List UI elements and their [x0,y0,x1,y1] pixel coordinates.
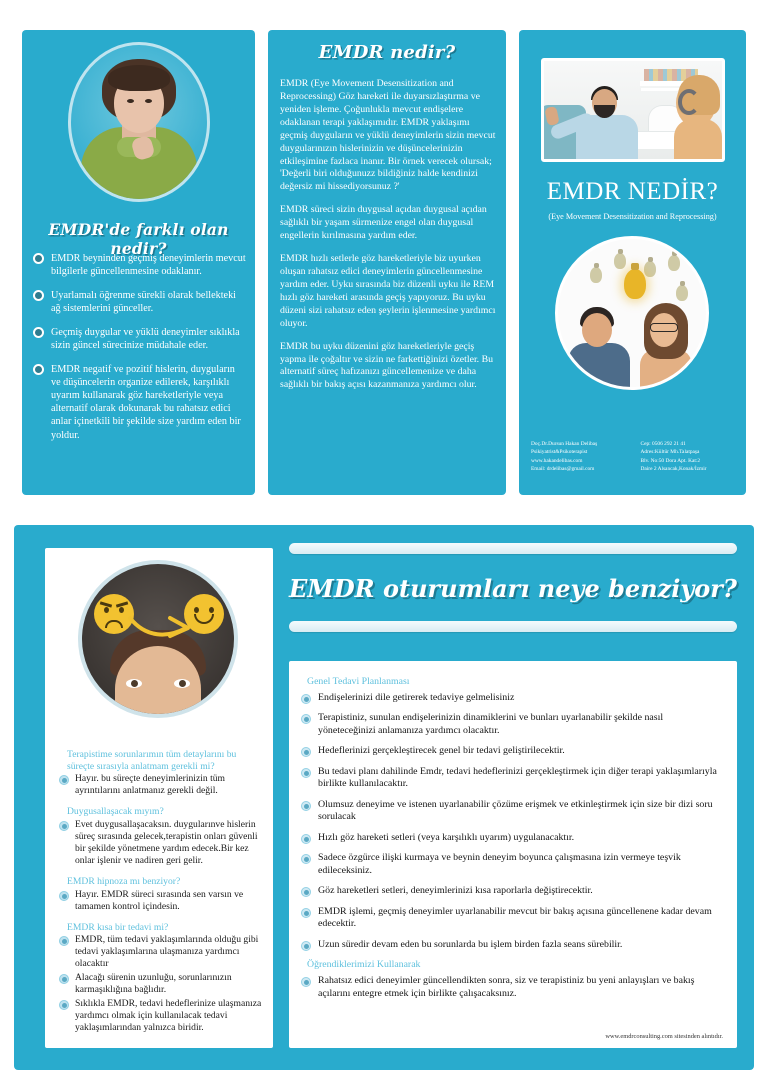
bullet-dot-icon [59,775,69,785]
list-item [301,745,723,757]
section-heading: Öğrendiklerimizi Kullanarak [307,959,421,971]
lightbulb-icon [668,255,680,271]
faq-answer-text: Hayır. EMDR süreci sırasında sen varsın ve tamamen kontrol içindesin. [75,888,244,912]
paragraph: EMDR (Eye Movement Desensitization and Reprocessing) Göz hareketi ile duyarsızlaştırma ve yeniden işleme. Çoğunlukla mevcut endişelere odaklanan terapi yaklaşımıdır. EMDR yaklaşımı geçmiş duyguların ve yüklü deneyimlerin sizin mevcut duygularınızın hislerinizin ve düşüncelerinizin etkileşimine fazlaca inanır. Bir örnek verecek olursak; 'Değerli biri olduğunuzz bildiğiniz halde kendinizi değersiz mi hissediyorsunuz ?' [280,78,496,193]
list-item-text: EMDR beyninden geçmiş deneyimlerin mevcut bilgilerle güncellenmesine odaklanır. [51,253,246,278]
faq-answer [59,972,265,996]
photo-shape [127,99,134,103]
contact-address-line: Blv. No:50 Dora Apt. Kat:2 [640,457,701,464]
contact-block [531,440,736,474]
bullet-dot-icon [59,974,69,984]
faq-answer-text: Evet duygusallaşacaksın. duygularınve hislerin süreç sırasında gelecek,terapistin onları güvenli bir şekilde yönetmene yardım edecek.Bir kez onlar işlenir ve nadiren geri gelir. [75,819,258,867]
list-item [32,363,247,441]
back-panel-background [14,525,754,1070]
list-item [301,885,723,897]
list-item-text: Terapistiniz, sunulan endişelerinizin dinamiklerini ve bunları uyarlanabilir şekilde nasıl yöneteceğinizi anlamanıza yardımcı olacaktır. [318,712,664,736]
paragraph: EMDR hızlı setlerle göz hareketleriyle biz uyurken oluşan rahatsız edici deneyimlerin güncellenmesine yardım eder. Uyku sırasında biz düzenli uyku ile REM hızlı göz hareketi arasında geçiş yapıyoruz. Bu uyku düzeni sizi rahatsız eden şeylerin işlenmesine yardımcı oluyor. [280,253,496,329]
list-item [301,852,723,877]
contact-line: Psikiyatrist&Psikoterapist [531,449,588,456]
faq-answer [59,889,265,913]
list-item [301,712,723,737]
faq-question: Duygusallaşacak mıyım? [67,806,164,818]
list-item-text: Uzun süredir devam eden bu sorunlarda bu işlem birden fazla seans sürebilir. [318,938,623,950]
paragraph: EMDR süreci sizin duygusal açıdan duygusal açıdan sağlıklı bir yaşam sürmenize engel olan duygusal engellerin kırılmasına yardım eder. [280,204,487,242]
list-item-text: Olumsuz deneyime ve istenen uyarlanabilir çözüme erişmek ve etkinleştirmek için size bir dizi soru sorulacak [318,798,713,823]
back-treatment-card [289,661,737,1048]
brochure-main-title: EMDR NEDİR? [546,178,719,205]
faq-answer-text: Sıklıkla EMDR, tedavi hedeflerinize ulaşmanıza yardımcı olmak için kullanılacak tedavi yaklaşımlarından yalnızca biridir. [75,998,262,1034]
faq-answer [59,773,265,797]
brochure-front-side [0,0,768,510]
photo-shape [108,65,170,91]
contact-address-line: Daire 2 Alsancak,Konak/İzmir [640,466,707,473]
list-item [301,766,723,791]
bullet-dot-icon [59,1000,69,1010]
thinking-woman-photo [68,42,210,202]
list-item [301,832,723,844]
list-item-text: Uyarlamalı öğrenme sürekli olarak bellekteki ağ sistemlerini günceller. [51,290,237,315]
list-item [301,975,723,1000]
faq-answer [59,934,265,970]
list-item [301,692,723,704]
contact-column-left [531,440,627,474]
list-item [32,252,247,278]
bullet-dot-icon [33,253,44,264]
back-page-title: EMDR oturumları neye benziyor? [289,574,737,603]
list-item-text: Hızlı göz hareketi setleri (veya karşılıklı uyarım) uygulanacaktır. [318,831,575,843]
emoji-mood-change-photo [78,560,238,718]
brochure-back-side [0,510,768,1086]
bullet-dot-icon [301,854,311,864]
section-heading: Genel Tedavi Planlanması [307,676,410,687]
glasses-icon [650,323,678,332]
bullet-dot-icon [59,936,69,946]
photo-shape [568,343,630,390]
front-panel-left [22,30,255,495]
list-item [301,906,723,931]
lightbulb-icon [614,253,626,269]
faq-question: EMDR hipnoza mı benziyor? [67,876,181,888]
front-panel-right [519,30,746,495]
contact-website[interactable]: www.hakandelibas.com [531,457,583,464]
faq-question: EMDR kısa bir tedavi mi? [67,921,169,933]
list-item-text: Geçmiş duygular ve yüklü deneyimler sıklıkla sizin güncel sürecinize müdahale eder. [51,327,240,352]
headphones-icon [678,89,700,115]
bullet-dot-icon [301,834,311,844]
faq-answer [59,998,265,1034]
contact-column-right [641,440,737,474]
bullet-dot-icon [301,941,311,951]
bullet-dot-icon [59,821,69,831]
paragraph: EMDR bu uyku düzenini göz hareketleriyle geçiş yapma ile çoğaltır ve sizin ne farkettiğinizi özetler. Bu alternatif süreç hafızanızı güncellemenize ve daha sağlıklı bir bakış açısı kazanmanıza yardımcı olur. [280,340,494,391]
contact-line: Doç.Dr.Dursun Hakan Delibaş [531,441,598,447]
brochure-subtitle: (Eye Movement Desensitization and Reprocessing) [548,212,717,221]
list-item-text: Hedeflerinizi gerçekleştirecek genel bir tedavi geliştirilecektir. [318,745,565,757]
lightbulb-icon [644,261,656,277]
contact-phone: Cep: 0506 292 21 41 [640,441,686,447]
bullet-dot-icon [301,908,311,918]
front-panel-middle [268,30,506,495]
therapist-session-photo [541,58,725,162]
bullet-dot-icon [33,290,44,301]
bullet-dot-icon [301,694,311,704]
list-item [301,799,723,824]
panel-middle-body [280,78,496,402]
photo-shape [582,313,612,347]
list-item-text: Endişelerinizi dile getirerek tedaviye gelmelisiniz [318,692,515,703]
lightbulb-icon [590,267,602,283]
list-item-text: EMDR negatif ve pozitif hislerin, duyguların ve düşüncelerin organize edilerek, karşılıklı uyarım kullanarak göz hareketleriyle veya alternatif olarak dokunarak bu rahatsız edici anlar içinetkili bir şekilde size yardım eden bir yoldur. [51,364,241,441]
bullet-dot-icon [301,977,311,987]
lightbulb-icon [676,285,688,301]
photo-shape [145,99,152,103]
faq-list [59,740,265,1036]
list-item-text: Göz hareketleri setleri, deneyimlerinizi kısa raporlarla değiştirecektir. [318,885,593,897]
bullet-dot-icon [33,327,44,338]
divider-pill-bottom [289,621,737,632]
panel-left-title: EMDR'de farklı olan nedir? [48,220,229,258]
bullet-dot-icon [33,364,44,375]
bullet-dot-icon [301,801,311,811]
contact-email[interactable]: Email: drdelibas@gmail.com [531,466,595,473]
bullet-dot-icon [59,891,69,901]
source-credit: www.emdrconsulting.com sitesinden alıntıdır. [605,1033,723,1040]
photo-shape [126,679,142,688]
back-title-column [289,543,737,632]
list-item-text: Bu tedavi planı dahilinde Emdr, tedavi hedeflerinizi gerçekleştirmek için diğer terapi yaklaşımlarıyla birlikte kullanılacaktır. [318,765,717,790]
bullet-dot-icon [301,714,311,724]
bullet-dot-icon [301,768,311,778]
photo-shape [174,679,190,688]
list-item [301,939,723,951]
back-faq-card [45,548,273,1048]
list-item-text: EMDR işlemi, geçmiş deneyimler uyarlanabilir mevcut bir bakış açısına güncellenene kadar devam edecektir. [318,905,712,930]
lightbulb-icon-lit [624,269,646,299]
bullet-dot-icon [301,887,311,897]
faq-answer-text: EMDR, tüm tedavi yaklaşımlarında olduğu gibi tedavi yaklaşımlarına ulaşmanıza yardımcı olacaktır [75,934,259,970]
list-item [32,326,247,352]
bullet-dot-icon [301,747,311,757]
couple-with-lightbulbs-photo [555,236,709,390]
faq-question: Terapistime sorunlarımın tüm detaylarını bu süreçte sırasıyla anlatmam gerekli mi? [67,749,237,772]
arrow-right-icon [128,612,194,646]
list-item-text: Sadece özgürce ilişki kurmaya ve beynin deneyim boyunca çalışmasına izin vermeye teşvik edileceksiniz. [318,852,681,876]
panel-left-bullet-list [32,252,247,453]
panel-middle-title: EMDR nedir? [318,42,456,63]
divider-pill-top [289,543,737,554]
list-item-text: Rahatsız edici deneyimler güncellendikten sonra, siz ve terapistiniz bu yeni anlayışları ve bakış açılarını entegre etmek için birlikte çalışacaksınız. [318,975,695,999]
faq-answer-text: Alacağı sürenin uzunluğu, sorunlarınızın karmaşıklığına bağlıdır. [75,972,232,996]
faq-answer [59,819,265,867]
contact-address-line: Adres:Kültür Mh.Talatpaşa [640,449,700,456]
faq-answer-text: Hayır. bu süreçte deneyimlerinizin tüm ayrıntılarını anlatmanız gerekli değil. [75,773,225,797]
list-item [32,289,247,315]
